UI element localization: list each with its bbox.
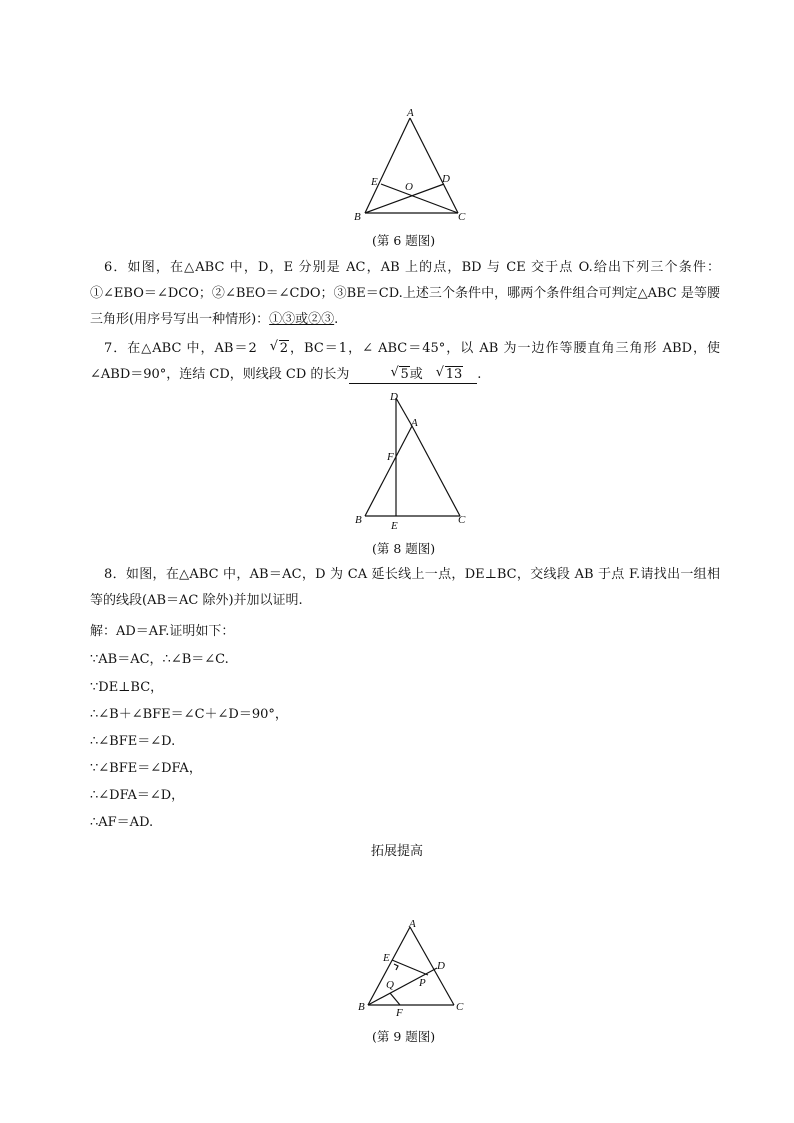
- fig9-label-c: C: [456, 1001, 464, 1013]
- fig9-label-b: B: [358, 1001, 365, 1013]
- figure-8-caption: (第 8 题图): [372, 541, 436, 556]
- fig6-label-c: C: [458, 211, 466, 223]
- q7-answer-blank: [349, 367, 477, 384]
- q7-text-2: ，BC＝1，∠ ABC＝45°，以 AB 为一边作等腰直角三角形 ABD，使∠ABD＝90°，连结 CD，则线段 CD 的长为: [90, 341, 720, 382]
- q8-solution-line-2: ∵AB＝AC，∴∠B＝∠C.: [90, 652, 229, 667]
- figure-6-diagram: [350, 108, 470, 228]
- fig6-label-e: E: [371, 176, 378, 188]
- q7-answer-sqrt-1-value: 5: [400, 367, 409, 382]
- figure-9: [350, 915, 470, 1025]
- fig6-label-a: A: [407, 107, 414, 119]
- q6-end: .: [334, 312, 339, 327]
- q7-answer-sqrt-2-value: 13: [445, 367, 463, 382]
- fig8-label-c: C: [458, 514, 466, 526]
- section-title: 拓展提高: [370, 844, 423, 859]
- fig8-label-e: E: [391, 520, 398, 532]
- fig9-label-p: P: [419, 977, 426, 989]
- q8-solution-line-7: ∴∠DFA＝∠D，: [90, 788, 185, 803]
- fig9-side-ac: [410, 927, 454, 1005]
- q7-sqrt-value: 2: [279, 341, 289, 356]
- q8-solution-line-3: ∵DE⊥BC，: [90, 680, 164, 695]
- fig9-label-q: Q: [386, 979, 394, 991]
- figure-9-caption: (第 9 题图): [372, 1029, 436, 1044]
- fig6-side-ac: [410, 118, 458, 213]
- fig6-label-o: O: [405, 181, 413, 193]
- fig9-right-angle-mark: [394, 964, 398, 970]
- fig8-label-f: F: [387, 451, 394, 463]
- fig9-label-d: D: [437, 960, 445, 972]
- fig6-label-d: D: [442, 173, 450, 185]
- question-8: [90, 562, 720, 614]
- q7-answer-or: 或: [409, 367, 423, 382]
- q7-sqrt-symbol: [257, 336, 289, 362]
- fig9-label-a: A: [409, 918, 416, 930]
- question-7: [90, 336, 720, 388]
- figure-9-diagram: [350, 915, 470, 1025]
- q8-solution-line-5: ∴∠BFE＝∠D.: [90, 734, 176, 749]
- figure-8-diagram: [350, 388, 480, 533]
- fig9-label-f: F: [396, 1007, 403, 1019]
- figure-6-caption: (第 6 题图): [372, 233, 436, 248]
- fig8-side-ab: [365, 426, 412, 516]
- fig8-label-d: D: [390, 391, 398, 403]
- fig9-label-e: E: [383, 952, 390, 964]
- fig8-label-b: B: [355, 514, 362, 526]
- q7-text-1: 7．在△ABC 中，AB＝2: [104, 341, 257, 356]
- fig6-label-b: B: [354, 211, 361, 223]
- fig6-segment-ce: [381, 184, 458, 213]
- figure-8: [350, 388, 480, 533]
- figure-6: [350, 108, 470, 228]
- q8-text: 8．如图，在△ABC 中，AB＝AC，D 为 CA 延长线上一点，DE⊥BC，交线段 AB 于点 F.请找出一组相等的线段(AB＝AC 除外)并加以证明.: [90, 567, 720, 608]
- fig8-side-ac: [412, 426, 460, 516]
- q6-answer: ①③或②③: [269, 312, 335, 327]
- q8-solution-line-8: ∴AF＝AD.: [90, 815, 154, 830]
- q8-solution-line-4: ∴∠B＋∠BFE＝∠C＋∠D＝90°，: [90, 707, 288, 722]
- q7-answer-sqrt-2: [423, 367, 464, 383]
- question-6: [90, 255, 720, 333]
- fig8-extension-ad: [396, 398, 412, 426]
- q7-answer-sqrt-1: [377, 367, 409, 383]
- fig8-label-a: A: [411, 417, 418, 429]
- fig9-segment-qf: [390, 993, 400, 1005]
- q7-end: .: [477, 367, 482, 382]
- q8-solution-line-1: 解：AD＝AF.证明如下：: [90, 624, 235, 639]
- q8-solution-line-6: ∵∠BFE＝∠DFA，: [90, 761, 202, 776]
- q6-text: 6．如图，在△ABC 中，D，E 分别是 AC，AB 上的点，BD 与 CE 交于点 O.给出下列三个条件：①∠EBO＝∠DCO；②∠BEO＝∠CDO；③BE＝CD.上述三个条件中，哪两个条件组合可判定△ABC 是等腰三角形(用序号写出一种情形)：: [90, 260, 720, 327]
